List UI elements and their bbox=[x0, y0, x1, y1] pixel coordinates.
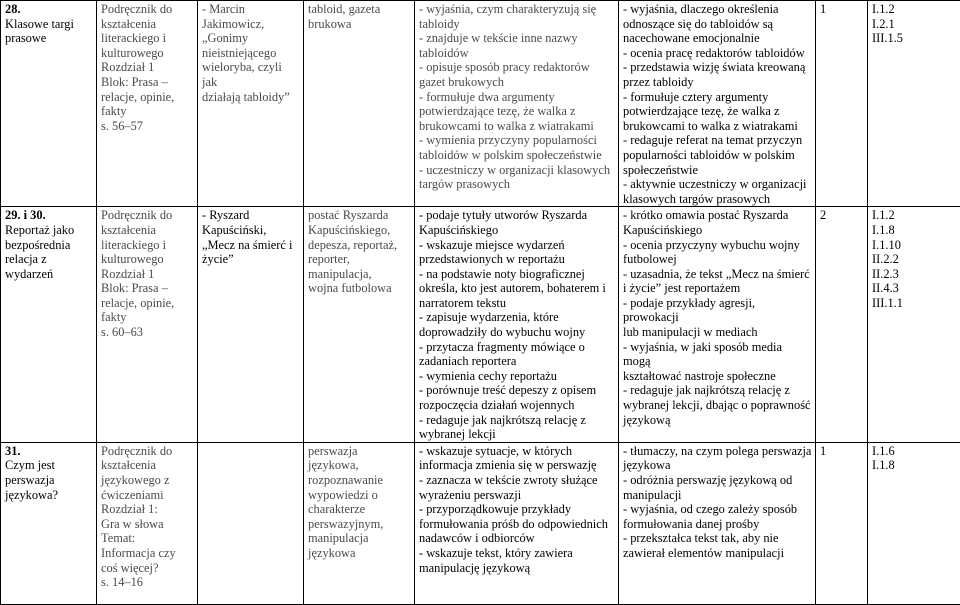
cell-line: postać Ryszarda bbox=[308, 208, 411, 223]
cell-line: kształcenia bbox=[101, 17, 194, 32]
cell-line: literackiego i bbox=[101, 238, 194, 253]
cell-line: rozpoznawanie bbox=[308, 473, 411, 488]
lesson-topic: Czym jest perswazja językowa? bbox=[5, 458, 58, 501]
cell-line: wieloryba, czyli jak bbox=[202, 60, 300, 89]
cell-line: językowego z bbox=[101, 473, 194, 488]
lesson-number: 28. bbox=[5, 2, 93, 17]
cell-line: Kapuściński, bbox=[202, 223, 300, 238]
cell-line: wybranej lekcji bbox=[419, 427, 615, 442]
cell-line: brukowa bbox=[308, 17, 411, 32]
cell-line: Podręcznik do bbox=[101, 208, 194, 223]
lesson-cell bbox=[1, 442, 97, 604]
cell-line: - porównuje treść depeszy z opisem bbox=[419, 383, 615, 398]
cell-line: I.1.8 bbox=[872, 223, 957, 238]
cell-line: tabloidów bbox=[419, 46, 615, 61]
cell-line: - podaje tytuły utworów Ryszarda bbox=[419, 208, 615, 223]
lesson-topic: Reportaż jako bezpośrednia relacja z wydarzeń bbox=[5, 223, 74, 281]
cell-line: - wyjaśnia, w jaki sposób media mogą bbox=[623, 340, 812, 369]
cell-line: - formułuje cztery argumenty bbox=[623, 90, 812, 105]
cell-line: - przytacza fragmenty mówiące o bbox=[419, 340, 615, 355]
cell-line: ćwiczeniami bbox=[101, 488, 194, 503]
cell-line: relacje, opinie, bbox=[101, 296, 194, 311]
cell-line: potwierdzające tezę, że walka z bbox=[623, 104, 812, 119]
cell-line: kształcenia bbox=[101, 458, 194, 473]
cell-line: - uzasadnia, że tekst „Mecz na śmierć bbox=[623, 267, 812, 282]
cell-line: życie” bbox=[202, 252, 300, 267]
cell-line: III.1.1 bbox=[872, 296, 957, 311]
cell-line: I.1.6 bbox=[872, 444, 957, 459]
cell-line: perswazyjnym, bbox=[308, 517, 411, 532]
cell-line: - wyjaśnia, od czego zależy sposób bbox=[623, 502, 812, 517]
cell-line: brukowcami to walka z wiatrakami bbox=[419, 119, 615, 134]
cell-line: Temat: bbox=[101, 531, 194, 546]
cell-line: wojna futbolowa bbox=[308, 281, 411, 296]
cell-line: Rozdział 1 bbox=[101, 267, 194, 282]
cell-line: określa, kto jest autorem, bohaterem i bbox=[419, 281, 615, 296]
cell-line: kształcenia bbox=[101, 223, 194, 238]
cell-line: przedstawionych w reportażu bbox=[419, 252, 615, 267]
cell-line: - przyporządkowuje przykłady bbox=[419, 502, 615, 517]
cell-line: - krótko omawia postać Ryszarda bbox=[623, 208, 812, 223]
cell-line: - uczestniczy w organizacji klasowych bbox=[419, 163, 615, 178]
cell-line: - redaguje referat na temat przyczyn bbox=[623, 133, 812, 148]
hours-value: 1 bbox=[820, 444, 826, 458]
cell-line: tabloid, gazeta bbox=[308, 2, 411, 17]
terms-cell bbox=[304, 442, 415, 604]
cell-line: doprowadziły do wybuchu wojny bbox=[419, 325, 615, 340]
cell-line: - formułuje dwa argumenty bbox=[419, 90, 615, 105]
extended-requirements-cell bbox=[619, 207, 816, 443]
cell-line: I.1.8 bbox=[872, 458, 957, 473]
cell-line: manipulację językową bbox=[419, 561, 615, 576]
cell-line: językową bbox=[623, 413, 812, 428]
cell-line: językowa bbox=[308, 546, 411, 561]
cell-line: - podaje przykłady agresji, prowokacji bbox=[623, 296, 812, 325]
cell-line: zadaniach reportera bbox=[419, 354, 615, 369]
cell-line: wypowiedzi o bbox=[308, 488, 411, 503]
table-row bbox=[1, 442, 960, 604]
cell-line: kształtować nastroje społeczne bbox=[623, 369, 812, 384]
cell-line: - wymienia cechy reportażu bbox=[419, 369, 615, 384]
cell-line: działają tabloidy” bbox=[202, 90, 300, 105]
cell-line: - ocenia przyczyny wybuchu wojny bbox=[623, 238, 812, 253]
cell-line: tabloidów w polskim społeczeństwie bbox=[419, 148, 615, 163]
texts-cell bbox=[198, 207, 304, 443]
hours-cell bbox=[816, 442, 868, 604]
cell-line: wyrażeniu perswazji bbox=[419, 488, 615, 503]
basic-requirements-cell bbox=[415, 207, 619, 443]
cell-line: s. 56–57 bbox=[101, 119, 194, 134]
cell-line: formułowania danej prośby bbox=[623, 517, 812, 532]
cell-line: kulturowego bbox=[101, 252, 194, 267]
cell-line: - znajduje w tekście inne nazwy bbox=[419, 31, 615, 46]
cell-line: literackiego i bbox=[101, 31, 194, 46]
cell-line: lub manipulacji w mediach bbox=[623, 325, 812, 340]
hours-cell bbox=[816, 207, 868, 443]
cell-line: II.2.2 bbox=[872, 252, 957, 267]
cell-line: - wskazuje sytuacje, w których bbox=[419, 444, 615, 459]
cell-line: „Gonimy bbox=[202, 31, 300, 46]
cell-line: - wyjaśnia, czym charakteryzują się bbox=[419, 2, 615, 17]
cell-line: - zapisuje wydarzenia, które bbox=[419, 310, 615, 325]
cell-line: - zaznacza w tekście zwroty służące bbox=[419, 473, 615, 488]
cell-line: Gra w słowa bbox=[101, 517, 194, 532]
cell-line: wybranej lekcji, dbając o poprawność bbox=[623, 398, 812, 413]
cell-line: formułowania próśb do odpowiednich bbox=[419, 517, 615, 532]
texts-cell bbox=[198, 1, 304, 207]
cell-line: relacje, opinie, bbox=[101, 90, 194, 105]
table-row bbox=[1, 1, 960, 207]
cell-line: popularności tabloidów w polskim bbox=[623, 148, 812, 163]
cell-line: reporter, manipulacja, bbox=[308, 252, 411, 281]
cell-line: informacja zmienia się w perswazję bbox=[419, 458, 615, 473]
cell-line: Kapuścińskiego bbox=[419, 223, 615, 238]
lesson-number: 31. bbox=[5, 444, 93, 459]
basic-requirements-cell bbox=[415, 1, 619, 207]
cell-line: Podręcznik do bbox=[101, 444, 194, 459]
cell-line: gazet brukowych bbox=[419, 75, 615, 90]
cell-line: Blok: Prasa – bbox=[101, 281, 194, 296]
cell-line: - opisuje sposób pracy redaktorów bbox=[419, 60, 615, 75]
cell-line: coś więcej? bbox=[101, 561, 194, 576]
cell-line: - wskazuje miejsce wydarzeń bbox=[419, 238, 615, 253]
source-cell bbox=[97, 207, 198, 443]
cell-line: II.4.3 bbox=[872, 281, 957, 296]
lesson-topic: Klasowe targi prasowe bbox=[5, 17, 74, 46]
cell-line: - odróżnia perswazję językową od bbox=[623, 473, 812, 488]
cell-line: - wskazuje tekst, który zawiera bbox=[419, 546, 615, 561]
lesson-cell bbox=[1, 207, 97, 443]
cell-line: s. 60–63 bbox=[101, 325, 194, 340]
core-curriculum-cell bbox=[868, 207, 960, 443]
core-curriculum-cell bbox=[868, 442, 960, 604]
cell-line: - wymienia przyczyny popularności bbox=[419, 133, 615, 148]
cell-line: - tłumaczy, na czym polega perswazja bbox=[623, 444, 812, 459]
texts-cell bbox=[198, 442, 304, 604]
cell-line: III.1.5 bbox=[872, 31, 957, 46]
cell-line: kulturowego bbox=[101, 46, 194, 61]
cell-line: - Ryszard bbox=[202, 208, 300, 223]
cell-line: manipulacji bbox=[623, 488, 812, 503]
cell-line: - przedstawia wizję świata kreowaną bbox=[623, 60, 812, 75]
cell-line: Rozdział 1 bbox=[101, 60, 194, 75]
cell-line: fakty bbox=[101, 104, 194, 119]
hours-cell bbox=[816, 1, 868, 207]
cell-line: Informacja czy bbox=[101, 546, 194, 561]
basic-requirements-cell bbox=[415, 442, 619, 604]
extended-requirements-cell bbox=[619, 442, 816, 604]
cell-line: klasowych targów prasowych bbox=[623, 192, 812, 207]
cell-line: - aktywnie uczestniczy w organizacji bbox=[623, 177, 812, 192]
cell-line: depesza, reportaż, bbox=[308, 238, 411, 253]
cell-line: I.1.10 bbox=[872, 238, 957, 253]
cell-line: nacechowane emocjonalnie bbox=[623, 31, 812, 46]
cell-line: s. 14–16 bbox=[101, 575, 194, 590]
cell-line: perswazja językowa, bbox=[308, 444, 411, 473]
source-cell bbox=[97, 442, 198, 604]
cell-line: - wyjaśnia, dlaczego określenia bbox=[623, 2, 812, 17]
terms-cell bbox=[304, 1, 415, 207]
cell-line: społeczeństwie bbox=[623, 163, 812, 178]
cell-line: nieistniejącego bbox=[202, 46, 300, 61]
cell-line: Kapuścińskiego, bbox=[308, 223, 411, 238]
cell-line: - przekształca tekst tak, aby nie bbox=[623, 531, 812, 546]
cell-line: - Marcin bbox=[202, 2, 300, 17]
source-cell bbox=[97, 1, 198, 207]
cell-line: charakterze bbox=[308, 502, 411, 517]
cell-line: brukowcami to walka z wiatrakami bbox=[623, 119, 812, 134]
cell-line: manipulacja bbox=[308, 531, 411, 546]
cell-line: narratorem tekstu bbox=[419, 296, 615, 311]
hours-value: 1 bbox=[820, 2, 826, 16]
cell-line: Jakimowicz, bbox=[202, 17, 300, 32]
lesson-cell bbox=[1, 1, 97, 207]
cell-line: I.2.1 bbox=[872, 17, 957, 32]
cell-line: Kapuścińskiego bbox=[623, 223, 812, 238]
cell-line: językowa bbox=[623, 458, 812, 473]
cell-line: odnoszące się do tabloidów są bbox=[623, 17, 812, 32]
cell-line: Podręcznik do bbox=[101, 2, 194, 17]
cell-line: Blok: Prasa – bbox=[101, 75, 194, 90]
cell-line: nadawców i odbiorców bbox=[419, 531, 615, 546]
cell-line: I.1.2 bbox=[872, 2, 957, 17]
cell-line: przez tabloidy bbox=[623, 75, 812, 90]
cell-line: II.2.3 bbox=[872, 267, 957, 282]
extended-requirements-cell bbox=[619, 1, 816, 207]
hours-value: 2 bbox=[820, 208, 826, 222]
terms-cell bbox=[304, 207, 415, 443]
cell-line: I.1.2 bbox=[872, 208, 957, 223]
cell-line: zawierał elementów manipulacji bbox=[623, 546, 812, 561]
cell-line: „Mecz na śmierć i bbox=[202, 238, 300, 253]
cell-line: - ocenia pracę redaktorów tabloidów bbox=[623, 46, 812, 61]
cell-line: tabloidy bbox=[419, 17, 615, 32]
cell-line: targów prasowych bbox=[419, 177, 615, 192]
table-row bbox=[1, 207, 960, 443]
cell-line: potwierdzające tezę, że walka z bbox=[419, 104, 615, 119]
cell-line: i życie” jest reportażem bbox=[623, 281, 812, 296]
cell-line: Rozdział 1: bbox=[101, 502, 194, 517]
core-curriculum-cell bbox=[868, 1, 960, 207]
cell-line: fakty bbox=[101, 310, 194, 325]
cell-line: - na podstawie noty biograficznej bbox=[419, 267, 615, 282]
lesson-number: 29. i 30. bbox=[5, 208, 93, 223]
cell-line: rozpoczęcia działań wojennych bbox=[419, 398, 615, 413]
cell-line: - redaguje jak najkrótszą relację z bbox=[419, 413, 615, 428]
cell-line: - redaguje jak najkrótszą relację z bbox=[623, 383, 812, 398]
cell-line: futbolowej bbox=[623, 252, 812, 267]
